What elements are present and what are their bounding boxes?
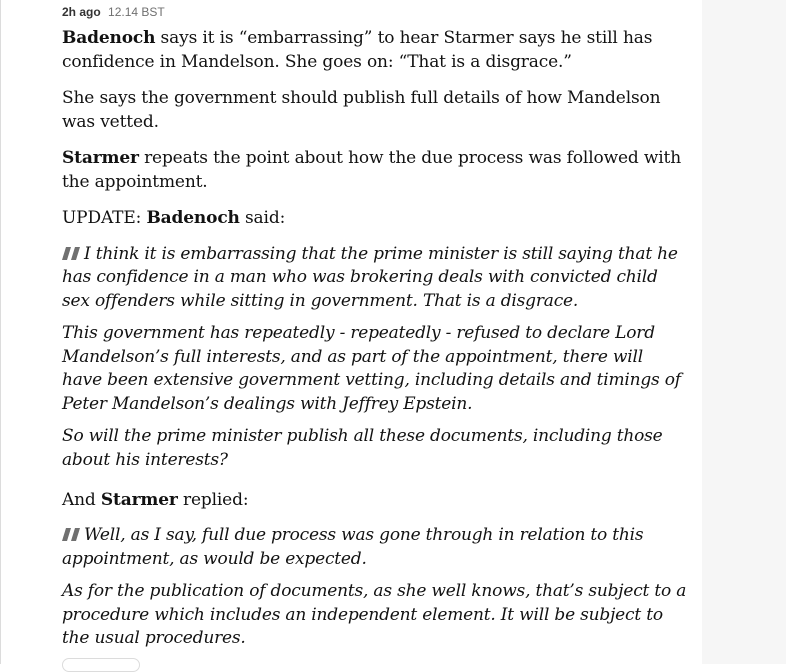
quote-paragraph: As for the publication of documents, as she well knows, that’s subject to a procedure which includes an independent element. It will be subject to the usual procedures. xyxy=(62,580,687,649)
paragraph-4 xyxy=(62,207,688,231)
paragraph-text: repeats the point about how the due process was followed with the appointment. xyxy=(62,148,682,192)
blockquote-badenoch xyxy=(62,243,688,473)
paragraph-text: replied: xyxy=(177,489,249,510)
paragraph-text: said: xyxy=(239,208,286,228)
paragraph-prefix: UPDATE: xyxy=(62,208,147,228)
paragraph-text: says it is “embarrassing” to hear Starmer says he still has confidence in Mandelson. She goes on: “That is a disgrace.” xyxy=(62,28,653,72)
liveblog-post xyxy=(62,0,688,667)
quote-text: I think it is embarrassing that the prime minister is still saying that he has confidence in a man who was brokering deals with convicted child sex offenders while sitting in government. That is a disgrace. xyxy=(62,243,678,312)
speaker-name: Starmer xyxy=(62,148,139,168)
paragraph-text: She says the government should publish full details of how Mandelson was vetted. xyxy=(62,88,661,132)
quote-paragraph: So will the prime minister publish all these documents, including those about his interests? xyxy=(62,426,663,470)
blockquote-starmer xyxy=(62,524,688,651)
left-divider xyxy=(0,0,1,664)
paragraph-prefix: And xyxy=(62,489,101,510)
speaker-name: Badenoch xyxy=(146,208,240,228)
share-button[interactable] xyxy=(62,658,140,672)
quote-paragraph xyxy=(62,243,688,314)
time-ago[interactable]: 2h ago xyxy=(62,5,101,19)
timestamp: 12.14 BST xyxy=(108,5,165,19)
paragraph-5 xyxy=(62,489,688,513)
post-meta xyxy=(62,5,688,20)
right-sidebar xyxy=(702,0,786,664)
paragraph-2 xyxy=(62,87,688,134)
quote-mark-icon xyxy=(62,528,80,541)
speaker-name: Badenoch xyxy=(62,28,156,48)
quote-paragraph: This government has repeatedly - repeatedly - refused to declare Lord Mandelson’s full interests, and as part of the appointment, there will have been extensive government vetting, including details and timings of Peter Mandelson’s dealings with Jeffrey Epstein. xyxy=(62,322,681,415)
paragraph-3 xyxy=(62,147,688,194)
speaker-name: Starmer xyxy=(100,489,178,510)
quote-text: Well, as I say, full due process was gone through in relation to this appointment, as would be expected. xyxy=(62,525,644,569)
quote-paragraph xyxy=(62,524,688,572)
paragraph-1 xyxy=(62,27,688,74)
quote-mark-icon xyxy=(62,247,80,260)
